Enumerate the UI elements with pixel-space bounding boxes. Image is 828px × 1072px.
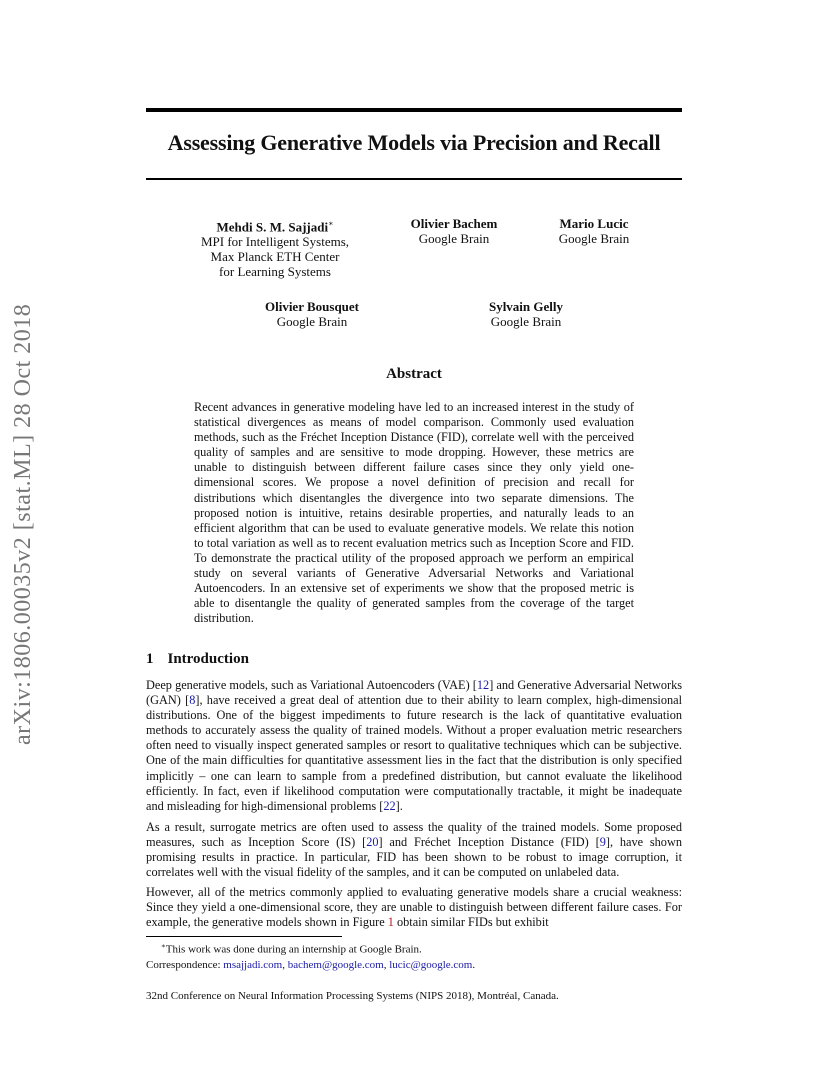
footnote-text: ∗This work was done during an internship at Google Brain. (161, 942, 422, 956)
author-affiliation: for Learning Systems (219, 264, 331, 280)
arxiv-identifier: arXiv:1806.00035v2 [stat.ML] 28 Oct 2018 (10, 303, 36, 745)
title-bottom-rule (146, 178, 682, 180)
author-affiliation: Google Brain (490, 314, 562, 329)
email-link[interactable]: bachem@google.com (287, 958, 384, 971)
intro-paragraph-1: Deep generative models, such as Variational Autoencoders (VAE) [12] and Generative Adversarial Networks (GAN) [8], have received a great deal of attention due to their ability to learn complex, high-dimensional distributions. One of the biggest impediments to future research is the lack of quantitative evaluation methods to accurately assess the quality of trained models. Without a proper evaluation metric researchers often need to visually inspect generated samples or resort to qualitative techniques which can be subjective. One of the main difficulties for quantitative assessment lies in the fact that the distribution is only specified implicitly – one can learn to sample from a predefined distribution, but cannot evaluate the likelihood efficiently. In fact, even if likelihood computation were computationally tractable, it might be inadequate and misleading for high-dimensional problems [22]. (146, 678, 683, 813)
citation-link[interactable]: 9 (599, 835, 606, 850)
title-top-rule (146, 108, 682, 112)
citation-link[interactable]: 22 (383, 798, 396, 813)
abstract-text: Recent advances in generative modeling have led to an increased interest in the study of statistical divergences as means of model comparison. Commonly used evaluation methods, such as the Fréchet Inception Distance (FID), correlate well with the perceived quality of samples and are sensitive to mode dropping. However, these metrics are unable to distinguish between different failure cases since they only yield one-dimensional scores. We propose a novel definition of precision and recall for distributions which disentangles the divergence into two separate dimensions. The proposed notion is intuitive, retains desirable properties, and naturally leads to an efficient algorithm that can be used to evaluate generative models. We relate this notion to total variation as well as to recent evaluation metrics such as Inception Score and FID. To demonstrate the practical utility of the proposed approach we perform an empirical study on several variants of Generative Adversarial Networks and Variational Autoencoders. In an extensive set of experiments we show that the proposed metric is able to disentangle the quality of generated samples from the coverage of the target distribution. (194, 400, 634, 626)
email-link[interactable]: lucic@google.com (389, 958, 473, 971)
intro-paragraph-3: However, all of the metrics commonly applied to evaluating generative models share a crucial weakness: Since they yield a one-dimensional score, they are unable to distinguish between different failure cases. For example, the generative models shown in Figure 1 obtain similar FIDs but exhibit (146, 885, 682, 930)
author-affiliation: Google Brain (418, 231, 490, 246)
abstract-heading: Abstract (386, 366, 442, 382)
author-gelly (466, 299, 586, 329)
author-affiliation: Max Planck ETH Center (210, 249, 340, 265)
author-name: Sylvain Gelly (488, 299, 564, 314)
author-lucic (544, 216, 644, 246)
author-bousquet (252, 299, 372, 329)
email-link[interactable]: msajjadi.com (223, 958, 283, 971)
author-bachem (394, 216, 514, 246)
author-name: Olivier Bousquet (264, 299, 360, 314)
footnote-rule (146, 936, 342, 937)
citation-link[interactable]: 8 (189, 693, 196, 708)
paper-title: Assessing Generative Models via Precision and Recall (167, 130, 661, 155)
citation-link[interactable]: 12 (476, 678, 490, 692)
author-name: Mario Lucic (559, 216, 629, 231)
section-title: Introduction (167, 651, 249, 667)
author-sajjadi (190, 216, 360, 279)
intro-paragraph-2: As a result, surrogate metrics are often used to assess the quality of the trained models. Some proposed measures, such as Inception Score (IS) [20] and Fréchet Inception Distance (FID) [9], have shown promising results in practice. In particular, FID has been shown to be robust to image corruption, it correlates well with the visual fidelity of the samples, and it can be computed on unlabeled data. (146, 820, 682, 880)
section-number: 1 (146, 651, 154, 667)
author-affiliation: Google Brain (276, 314, 348, 329)
section-heading (146, 651, 249, 668)
author-name: Mehdi S. M. Sajjadi (216, 219, 329, 235)
author-affiliation: MPI for Intelligent Systems, (200, 234, 350, 250)
figure-reference-link[interactable]: 1 (387, 915, 394, 930)
author-name: Olivier Bachem (410, 216, 498, 231)
footnote (146, 939, 682, 973)
correspondence-line: Correspondence: msajjadi.com, bachem@google.com, lucic@google.com. (146, 958, 476, 971)
author-affiliation: Google Brain (558, 231, 630, 246)
citation-link[interactable]: 20 (366, 835, 379, 850)
conference-note: 32nd Conference on Neural Information Processing Systems (NIPS 2018), Montréal, Canada. (146, 990, 559, 1002)
footnote-mark: ∗ (328, 219, 334, 228)
